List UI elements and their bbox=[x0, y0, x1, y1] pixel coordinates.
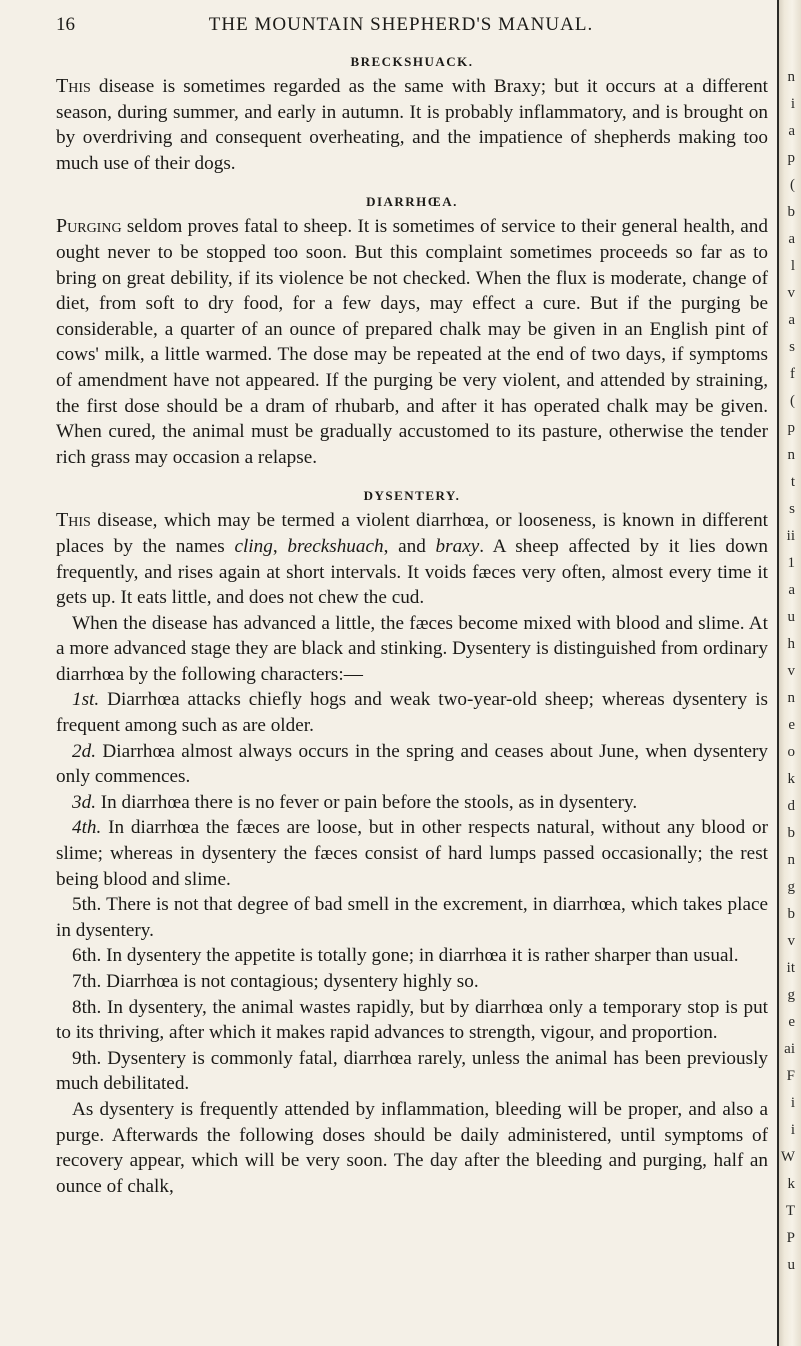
edge-letter: i bbox=[790, 1122, 795, 1138]
paragraph bbox=[56, 214, 768, 470]
edge-letter: it bbox=[786, 960, 795, 976]
edge-letter: s bbox=[789, 501, 795, 517]
edge-letter: T bbox=[785, 1203, 795, 1219]
edge-letter: n bbox=[787, 690, 795, 706]
point-text: In dysentery, the animal wastes rapidly, but by diarrhœa only a temporary stop is put to its thriving, after which it makes rapid advances to strength, vigour, and proportion. bbox=[56, 996, 768, 1044]
paragraph: When the disease has advanced a little, the fæces become mixed with blood and slime. At a more advanced stage they are black and stinking. Dysentery is distinguished from ordinary diarrhœa by the following characters:— bbox=[56, 612, 768, 685]
facing-page-edge bbox=[777, 0, 801, 1346]
section-title-breckshuack: BRECKSHUACK. bbox=[350, 54, 474, 69]
edge-letter: a bbox=[788, 582, 795, 598]
list-item bbox=[56, 995, 768, 1046]
point-number: 4th. bbox=[72, 817, 102, 839]
edge-letter: v bbox=[787, 285, 795, 301]
paragraph-text: seldom proves fatal to sheep. It is sometimes of service to their general health, and ought never to be stopped too soon. But this complaint sometimes proceeds so far as to bring on great debility, if its violence be not checked. When the flux is moderate, change of diet, from soft to dry food, for a few days, may effect a cure. But if the purging be considerable, a quarter of an ounce of prepared chalk may be given in an English pint of cows' milk, a little warmed. The dose may be repeated at the end of two days, if symptoms of amendment have not appeared. If the purging be very violent, and attended by straining, the first dose should be a dram of rhubarb, and after it has operated chalk may be given. When cured, the animal must be gradually accustomed to its pasture, otherwise the tender rich grass may occasion a relapse. bbox=[56, 216, 768, 468]
edge-letter: k bbox=[787, 1176, 795, 1192]
edge-letter: n bbox=[787, 447, 795, 463]
edge-letter: a bbox=[788, 123, 795, 139]
paragraph bbox=[56, 508, 768, 610]
edge-letter: b bbox=[787, 204, 795, 220]
separator: , and bbox=[383, 535, 436, 557]
edge-letter: o bbox=[787, 744, 795, 760]
edge-letter: ( bbox=[790, 393, 795, 409]
lead-word: Purging bbox=[56, 215, 122, 238]
point-number: 7th. bbox=[72, 971, 102, 992]
edge-letter: ai bbox=[784, 1041, 795, 1057]
paragraph-text: . A sheep affected by it lies down frequently, and rises again at short intervals. It voids fæces very often, almost every time it gets up. It eats little, and does not chew the cud. bbox=[56, 535, 769, 609]
point-number: 6th. bbox=[72, 945, 102, 967]
point-text: Diarrhœa attacks chiefly hogs and weak two-year-old sheep; whereas dysentery is frequent among such as are older. bbox=[56, 689, 768, 737]
section-title-dysentery: DYSENTERY. bbox=[363, 488, 461, 504]
edge-letter: v bbox=[787, 663, 795, 679]
edge-letter: f bbox=[790, 366, 795, 382]
edge-letter: s bbox=[789, 339, 795, 355]
edge-letter: e bbox=[788, 1014, 795, 1030]
list-item bbox=[56, 1046, 768, 1097]
list-item bbox=[56, 815, 768, 892]
edge-letter: F bbox=[786, 1068, 795, 1084]
point-text: In diarrhœa the fæces are loose, but in other respects natural, without any blood or slime; whereas in dysentery the fæces consist of hard lumps passed occasionally; the rest being blood and slime. bbox=[56, 817, 768, 890]
point-text: There is not that degree of bad smell in the excrement, in diarrhœa, which takes place in dysentery. bbox=[56, 894, 768, 941]
point-text: Diarrhœa is not contagious; dysentery highly so. bbox=[101, 971, 479, 992]
page-header bbox=[40, 10, 762, 38]
list-item bbox=[56, 687, 768, 738]
point-number: 5th. bbox=[72, 894, 102, 916]
list-item bbox=[56, 943, 768, 969]
paragraph: As dysentery is frequently attended by inflammation, bleeding will be proper, and also a purge. Afterwards the following doses should be daily administered, until symptoms of recovery appear, which will be very soon. The day after the bleeding and purging, half an ounce of chalk, bbox=[56, 1098, 768, 1197]
list-item bbox=[56, 790, 768, 816]
edge-letter: u bbox=[787, 609, 795, 625]
section-title-diarrhoea: DIARRHŒA. bbox=[366, 194, 458, 210]
edge-letter: W bbox=[780, 1149, 795, 1165]
point-number: 3d. bbox=[72, 791, 96, 813]
edge-letter: t bbox=[790, 474, 795, 490]
edge-letter: n bbox=[787, 69, 795, 85]
edge-letter: v bbox=[787, 933, 795, 949]
point-text: In diarrhœa there is no fever or pain before the stools, as in dysentery. bbox=[95, 791, 638, 813]
lead-word: This bbox=[56, 75, 91, 97]
running-title: THE MOUNTAIN SHEPHERD'S MANUAL. bbox=[208, 14, 594, 35]
edge-letter: l bbox=[790, 258, 795, 274]
list-item bbox=[56, 892, 768, 943]
point-number: 2d. bbox=[72, 740, 96, 762]
edge-letter: e bbox=[788, 717, 795, 733]
edge-letter: a bbox=[788, 312, 795, 328]
page-number: 16 bbox=[56, 14, 75, 35]
edge-letter: n bbox=[787, 852, 795, 868]
disease-name-cling: cling bbox=[234, 535, 273, 557]
edge-letter: k bbox=[787, 771, 795, 787]
edge-letter: 1 bbox=[787, 555, 795, 571]
edge-letter: h bbox=[787, 636, 795, 652]
paragraph-text: disease is sometimes regarded as the same with Braxy; but it occurs at a different season, during summer, and early in autumn. It is probably inflammatory, and is brought on by overdriving and consequent overheating, and the impatience of shepherds making too much use of their dogs. bbox=[56, 76, 768, 174]
edge-letter: u bbox=[787, 1257, 795, 1273]
paragraph-text: disease, which may be termed a violent diarrhœa, or looseness, is known in different places by the names bbox=[56, 510, 768, 557]
point-number: 8th. bbox=[72, 996, 102, 1018]
separator: , bbox=[272, 535, 288, 557]
edge-letter: i bbox=[790, 1095, 795, 1111]
point-number: 9th. bbox=[72, 1047, 102, 1069]
page-body bbox=[56, 50, 768, 1199]
point-text: Diarrhœa almost always occurs in the spring and ceases about June, when dysentery only commences. bbox=[56, 740, 768, 788]
edge-letter: d bbox=[787, 798, 795, 814]
disease-name-braxy: braxy bbox=[435, 535, 480, 557]
edge-letter: g bbox=[787, 879, 795, 895]
edge-letter: p bbox=[787, 420, 795, 436]
point-text: Dysentery is commonly fatal, diarrhœa rarely, unless the animal has been previously much debilitated. bbox=[56, 1047, 768, 1095]
edge-letter: b bbox=[787, 906, 795, 922]
edge-letter: p bbox=[787, 150, 795, 166]
edge-letter: b bbox=[787, 825, 795, 841]
edge-letter: i bbox=[790, 96, 795, 112]
edge-letter: ii bbox=[786, 528, 795, 544]
disease-name-breckshuach: breckshuach bbox=[287, 535, 384, 557]
lead-word: This bbox=[56, 509, 91, 532]
list-item bbox=[56, 739, 768, 790]
edge-letter: ( bbox=[790, 177, 795, 193]
edge-letter: g bbox=[787, 987, 795, 1003]
edge-letter: P bbox=[786, 1230, 795, 1246]
point-number: 1st. bbox=[72, 689, 100, 711]
list-item bbox=[56, 969, 768, 995]
paragraph bbox=[56, 74, 768, 176]
edge-letter: a bbox=[788, 231, 795, 247]
point-text: In dysentery the appetite is totally gone; in diarrhœa it is rather sharper than usual. bbox=[101, 945, 739, 967]
